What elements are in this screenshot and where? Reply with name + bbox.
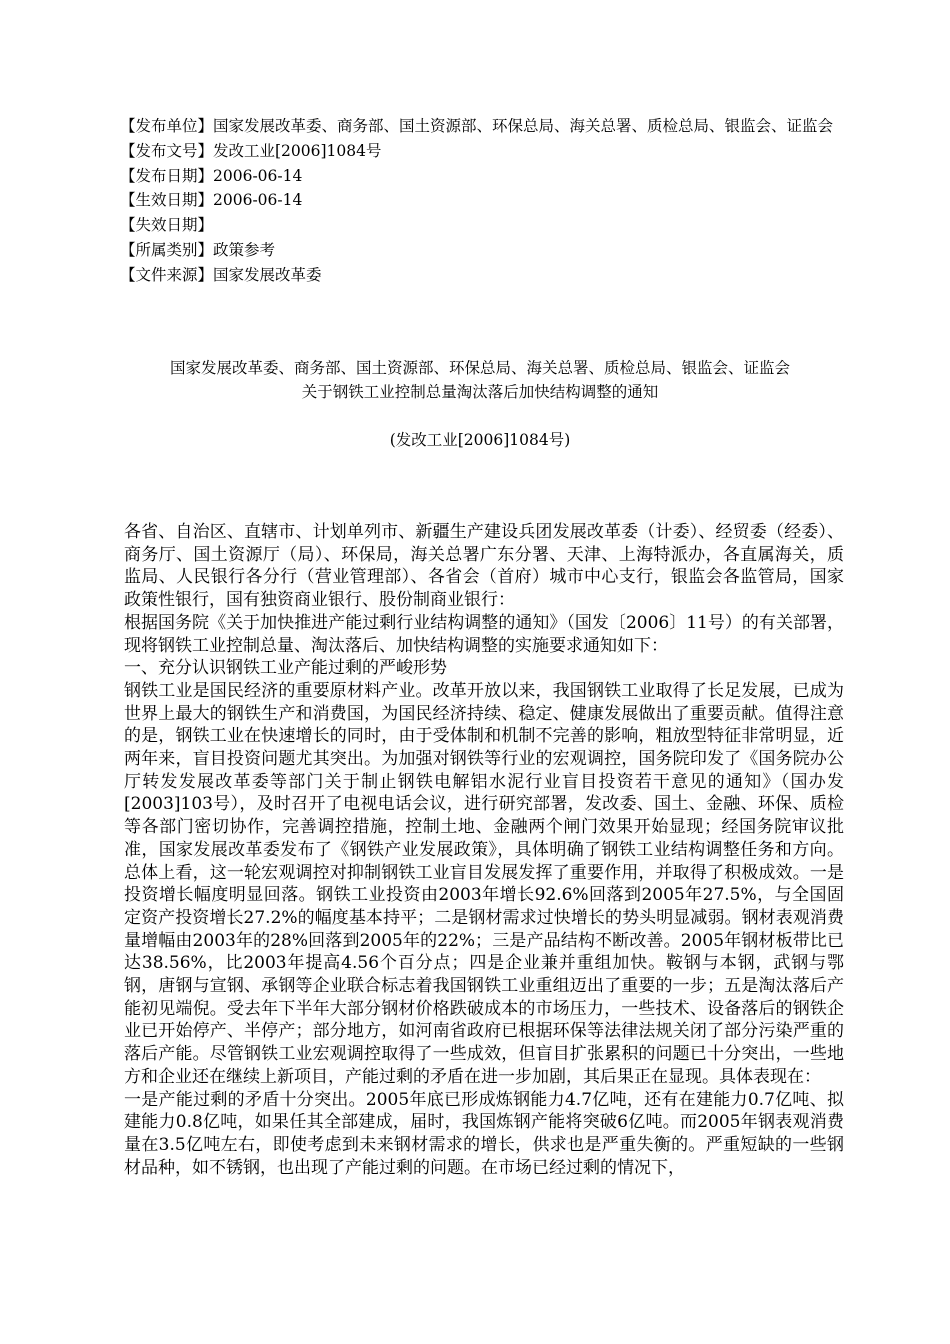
meta-category: 【所属类别】政策参考 <box>120 240 276 259</box>
title-issuers: 国家发展改革委、商务部、国土资源部、环保总局、海关总署、质检总局、银监会、证监会 <box>169 359 790 377</box>
paragraph-overcapacity: 一是产能过剩的矛盾十分突出。2005年底已形成炼钢能力4.7亿吨，还有在建能力0.7亿吨、拟建能力0.8亿吨，如果任其全部建成，届时，我国炼钢产能将突破6亿吨。而2005年钢表观消费量在3.5亿吨左右，即使考虑到未来钢材需求的增长，供求也是严重失衡的。严重短缺的一些钢材品种，如不锈钢，也出现了产能过剩的问题。在市场已经过剩的情况下， <box>124 1089 844 1178</box>
document-title <box>100 356 860 404</box>
meta-effective-date: 【生效日期】2006-06-14 <box>120 191 303 210</box>
title-subject: 关于钢铁工业控制总量淘汰落后加快结构调整的通知 <box>301 383 659 401</box>
document-number: (发改工业[2006]1084号) <box>389 431 571 449</box>
section-heading: 一、充分认识钢铁工业产能过剩的严峻形势 <box>124 658 447 679</box>
meta-source: 【文件来源】国家发展改革委 <box>120 265 322 284</box>
meta-issuer: 【发布单位】国家发展改革委、商务部、国土资源部、环保总局、海关总署、质检总局、银监会、证监会 <box>120 117 834 135</box>
paragraph-addressees: 各省、自治区、直辖市、计划单列市、新疆生产建设兵团发展改革委（计委）、经贸委（经委）、商务厅、国土资源厅（局）、环保局，海关总署广东分署、天津、上海特派办，各直属海关，质监局、人民银行各分行（营业管理部）、各省会（首府）城市中心支行，银监会各监管局，国家政策性银行，国有独资商业银行、股份制商业银行： <box>124 522 844 611</box>
paragraph-background: 钢铁工业是国民经济的重要原材料产业。改革开放以来，我国钢铁工业取得了长足发展，已成为世界上最大的钢铁生产和消费国，为国民经济持续、稳定、健康发展做出了重要贡献。值得注意的是，钢铁工业在快速增长的同时，由于受体制和机制不完善的影响，粗放型特征非常明显，近两年来，盲目投资问题尤其突出。为加强对钢铁等行业的宏观调控，国务院印发了《国务院办公厅转发发展改革委等部门关于制止钢铁电解铝水泥行业盲目投资若干意见的通知》（国办发[2003]103号），及时召开了电视电话会议，进行研究部署，发改委、国土、金融、环保、质检等各部门密切协作，完善调控措施，控制土地、金融两个闸门效果开始显现；经国务院审议批准，国家发展改革委发布了《钢铁产业发展政策》，具体明确了钢铁工业结构调整任务和方向。总体上看，这一轮宏观调控对抑制钢铁工业盲目发展发挥了重要作用，并取得了积极成效。一是投资增长幅度明显回落。钢铁工业投资由2003年增长92.6%回落到2005年27.5%，与全国固定资产投资增长27.2%的幅度基本持平；二是钢材需求过快增长的势头明显减弱。钢材表观消费量增幅由2003年的28%回落到2005年的22%；三是产品结构不断改善。2005年钢材板带比已达38.56%，比2003年提高4.56个百分点；四是企业兼并重组加快。鞍钢与本钢，武钢与鄂钢，唐钢与宣钢、承钢等企业联合标志着我国钢铁工业重组迈出了重要的一步；五是淘汰落后产能初见端倪。受去年下半年大部分钢材价格跌破成本的市场压力，一些技术、设备落后的钢铁企业已开始停产、半停产；部分地方，如河南省政府已根据环保等法律法规关闭了部分污染严重的落后产能。尽管钢铁工业宏观调控取得了一些成效，但盲目扩张累积的问题已十分突出，一些地方和企业还在继续上新项目，产能过剩的矛盾在进一步加剧，其后果正在显现。具体表现在： <box>124 680 844 1087</box>
paragraph-intro: 根据国务院《关于加快推进产能过剩行业结构调整的通知》（国发〔2006〕11号）的有关部署，现将钢铁工业控制总量、淘汰落后、加快结构调整的实施要求通知如下： <box>124 612 844 656</box>
document-metadata <box>120 114 910 288</box>
meta-doc-number: 【发布文号】发改工业[2006]1084号 <box>120 141 382 160</box>
document-body <box>124 521 844 1179</box>
meta-expiry-date: 【失效日期】 <box>120 216 214 235</box>
meta-publish-date: 【发布日期】2006-06-14 <box>120 166 303 185</box>
